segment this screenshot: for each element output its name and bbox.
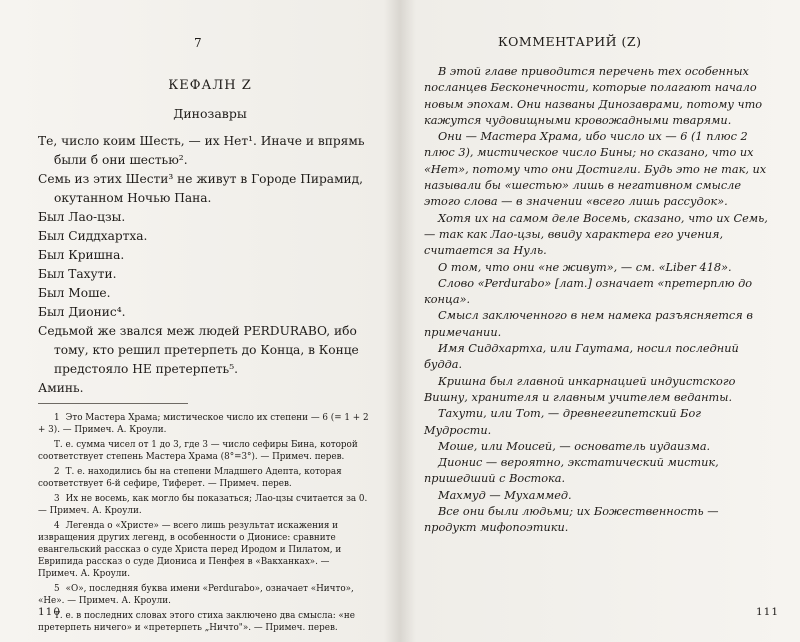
commentary-paragraph: Махмуд — Мухаммед. [438,488,572,502]
page-number-left: 110 [38,606,62,618]
verse-4: Был Сиддхартха. [38,229,148,243]
footnote-text: «О», последняя буква имени «Perdurabo», означает «Ничто», «Не». — Примеч. А. Кроули. [38,584,354,607]
footnote [38,583,372,607]
footnotes [38,412,372,637]
chapter-title: КЕФАЛН Z [168,78,252,93]
running-head: КОММЕНТАРИЙ (Z) [498,34,642,49]
footnote-number: 2 [54,466,60,477]
commentary-paragraph: О том, что они «не живут», — см. «Liber 418». [438,260,732,274]
footnote [38,412,372,436]
chapter-subtitle: Динозавры [173,106,247,121]
footnote [38,520,372,581]
footnote-text: Т. е. в последних словах этого стиха заключено два смысла: «не претерпеть ничего» и «претерпеть „Ничто"». — Примеч. перев. [38,611,355,634]
footnote [38,466,372,490]
footnote-number: 4 [54,520,60,531]
footnote-text: Их не восемь, как могло бы показаться; Лао-цзы считается за 0. — Примеч. А. Кроули. [38,493,368,516]
commentary-paragraph: Они — Мастера Храма, ибо число их — 6 (1 плюс 2 плюс 3), мистическое число Бины; но сказано, что их «Нет», потому что они Достигли. Будь это не так, их называли бы «шестью» лишь в негативном смысле этого слова — в значении «всего лишь рассудок». [424,130,767,209]
commentary-paragraph: Имя Сиддхартха, или Гаутама, носил последний будда. [424,342,739,372]
verse-9: Седьмой же звался меж людей PERDURABO, ибо тому, кто решил претерпеть до Конца, в Конце предстояло НЕ претерпеть⁵. [38,324,359,376]
commentary-paragraph: Все они были людьми; их Божественность — продукт мифопоэтики. [424,505,719,535]
commentary-paragraph: Кришна был главной инкарнацией индуистского Вишну, хранителя и главным учителем веданты. [424,374,736,404]
footnote [38,439,372,463]
commentary-paragraph: Тахути, или Тот, — древнеегипетский Бог Мудрости. [424,407,701,437]
verses [38,132,378,398]
verse-5: Был Кришна. [38,248,125,262]
verse-2: Семь из этих Шести³ не живут в Городе Пирамид, окутанном Ночью Пана. [38,172,364,205]
verse-7: Был Моше. [38,286,111,300]
footnote-text: Т. е. сумма чисел от 1 до 3, где 3 — число сефиры Бина, которой соответствует степень Мастера Храма (8°=3°). — Примеч. перев. [38,439,358,463]
footnote-number: 3 [54,493,60,504]
footnote-text: Легенда о «Христе» — всего лишь результат искажения и извращения других легенд, в особенности о Дионисе: сравните евангельский рассказ о суде Христа перед Иродом и Пилатом, и Еврипида рассказ о суде Диониса и Пенфея в «Вакханках». — Примеч. А. Кроули. [38,520,342,580]
commentary-paragraph: В этой главе приводится перечень тех особенных посланцев Бесконечности, которые полагают начало новым эпохам. Они названы Динозаврами, потому что кажутся чудовищными кровожадными тварями. [424,65,763,127]
verse-6: Был Тахути. [38,267,117,281]
footnote [38,610,372,634]
commentary-paragraph: Слово «Perdurabo» [лат.] означает «претерплю до конца». [424,276,753,307]
footnote-text: Это Мастера Храма; мистическое число их степени — 6 (= 1 + 2 + 3). — Примеч. А. Кроули. [38,413,369,436]
footnote-number: 1 [54,413,60,423]
footnote-text: Т. е. находились бы на степени Младшего Адепта, которая соответствует 6-й сефире, Тиферет. — Примеч. перев. [38,466,342,490]
chapter-number: 7 [194,36,202,50]
verse-8: Был Дионис⁴. [38,305,126,319]
commentary-paragraph: Хотя их на самом деле Восемь, сказано, что их Семь, — так как Лао-цзы, ввиду характера его учения, считается за Нуль. [424,211,768,258]
verse-1: Те, число коим Шесть, — их Нет¹. Иначе и впрямь были б они шестью². [38,134,365,167]
commentary-paragraph: Смысл заключенного в нем намека разъясняется в примечании. [424,309,753,339]
verse-3: Был Лао-цзы. [38,210,126,224]
footnote-divider [38,403,188,404]
footnote [38,493,372,517]
footnote-number: 5 [54,584,60,595]
page-number-right: 111 [756,606,780,618]
commentary-paragraph: Моше, или Моисей, — основатель иудаизма. [438,439,711,453]
commentary [424,64,768,537]
verse-10: Аминь. [38,381,84,395]
commentary-paragraph: Дионис — вероятно, экстатический мистик, пришедший с Востока. [424,456,719,486]
